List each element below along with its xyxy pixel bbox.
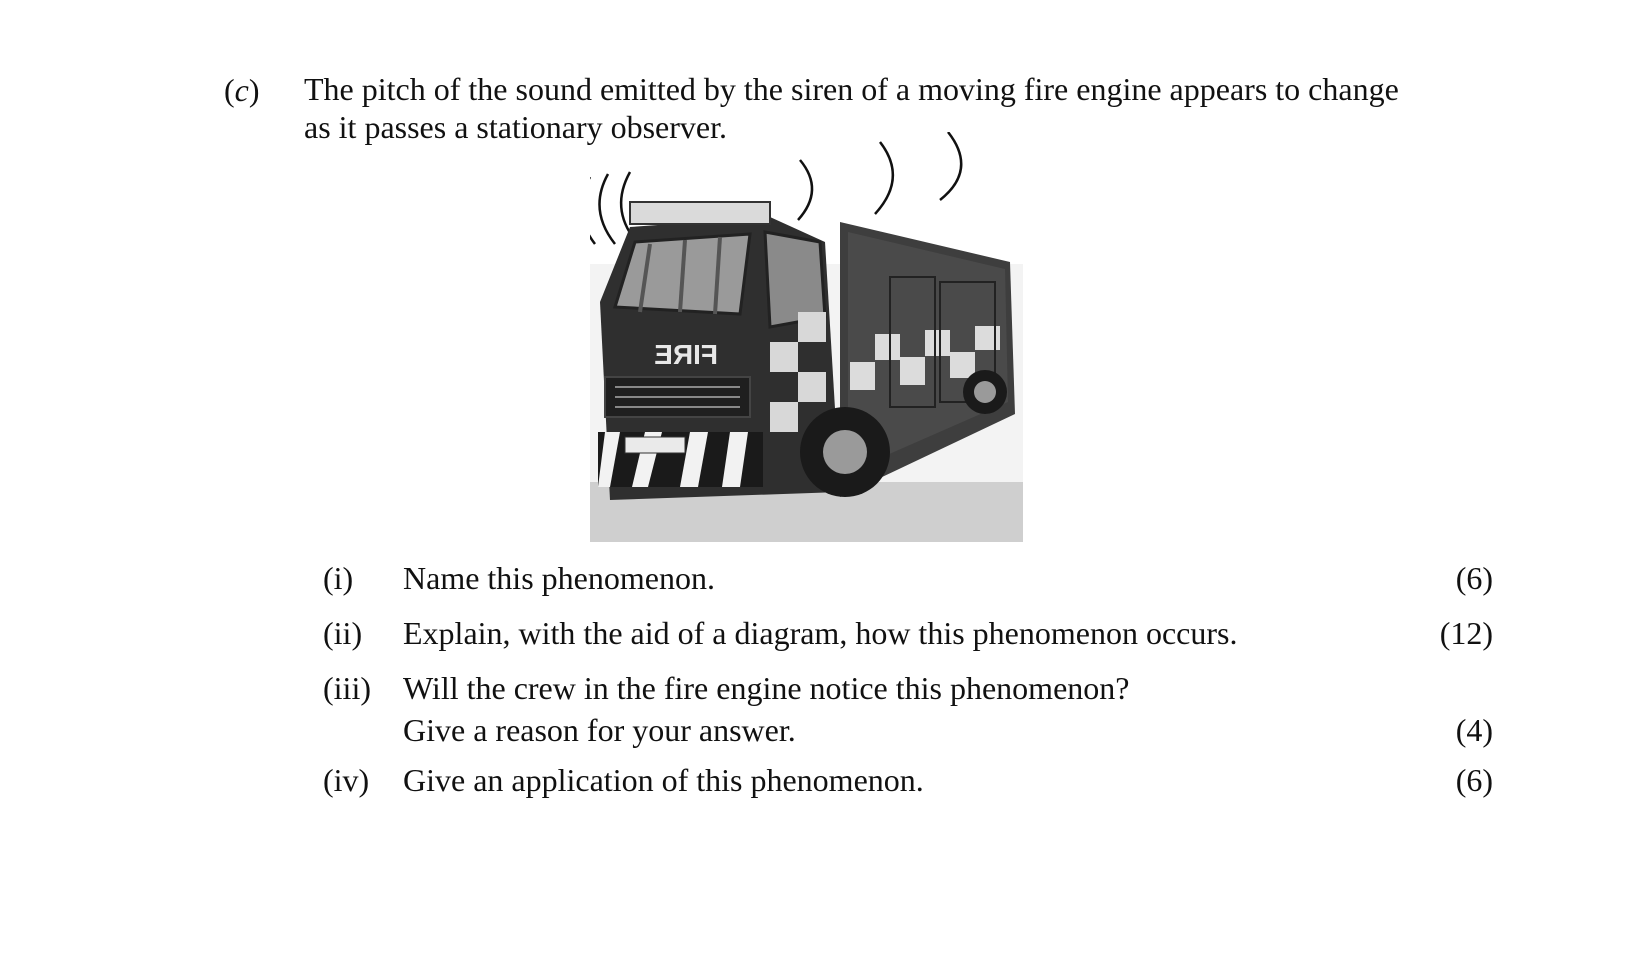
fire-engine-figure [590, 132, 1010, 542]
part-label: (c) [224, 72, 260, 108]
subquestion-number: (ii) [323, 615, 363, 651]
marks: (6) [1455, 762, 1493, 798]
subquestion-text: Will the crew in the fire engine notice this phenomenon? [403, 670, 1130, 706]
intro-line-2: as it passes a stationary observer. [304, 109, 727, 145]
fire-label: FIRE [654, 339, 718, 370]
sound-wave-icon [798, 132, 961, 220]
marks: (6) [1455, 560, 1493, 596]
subquestion-text: Give a reason for your answer. [403, 712, 796, 748]
subquestion-text: Explain, with the aid of a diagram, how this phenomenon occurs. [403, 615, 1238, 651]
intro-line-1: The pitch of the sound emitted by the siren of a moving fire engine appears to change [304, 71, 1399, 107]
subquestion-number: (i) [323, 560, 354, 596]
subquestion-number: (iv) [323, 762, 370, 798]
marks: (12) [1439, 615, 1493, 651]
marks: (4) [1455, 712, 1493, 748]
subquestion-text: Name this phenomenon. [403, 560, 715, 596]
subquestion-text: Give an application of this phenomenon. [403, 762, 924, 798]
subquestion-number: (iii) [323, 670, 371, 706]
fire-engine-image [590, 132, 1050, 542]
